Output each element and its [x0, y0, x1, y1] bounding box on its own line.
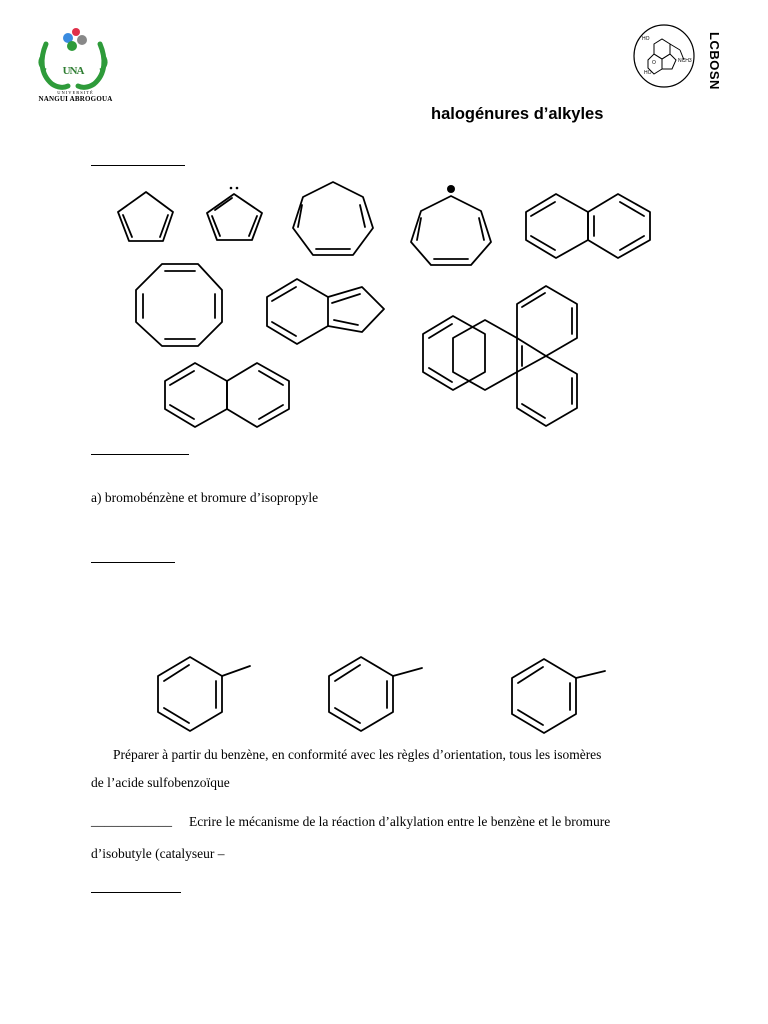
toluene-structure-3: [512, 659, 605, 733]
toluene-structure-2: [329, 657, 422, 731]
logo-letters: UNA: [62, 65, 84, 77]
question-item-a: a) bromobénzène et bromure d’isopropyle: [91, 490, 319, 505]
indene-structure: [267, 279, 384, 344]
logo-line1: UNIVERSITÉ: [57, 90, 94, 95]
dihydronaphthalene-structure: [165, 363, 289, 427]
question-alkylation-line1: Ecrire le mécanisme de la réaction d’alkylation entre le benzène et le bromure: [189, 814, 611, 829]
logo-line2: NANGUI ABROGOUA: [38, 95, 113, 103]
toluene-structure-1: [158, 657, 250, 731]
lab-logo-label: LCBOSN: [707, 32, 722, 90]
question-alkylation-blank: ____________: [91, 813, 172, 828]
naphthalene-structure: [526, 194, 650, 258]
question-alkylation-line2: d’isobutyle (catalyseur –: [91, 846, 225, 861]
question-sulfobenzoic-line2: de l’acide sulfobenzoïque: [91, 775, 230, 790]
page-title: halogénures d’alkyles: [431, 105, 604, 123]
lab-logo-o: O: [652, 60, 656, 66]
lab-logo-ho-top: HO: [642, 36, 650, 42]
triphenylene-structure: [423, 286, 577, 426]
cyclooctatetraene-structure: [136, 264, 222, 346]
lab-logo-ho-bottom: HO: [644, 70, 652, 76]
cycloheptatrienyl-anion-structure: [411, 185, 491, 265]
cyclopentadiene-carbene-structure: [207, 187, 262, 240]
cycloheptatriene-structure: [293, 182, 373, 255]
question-sulfobenzoic-line1: Préparer à partir du benzène, en conformité avec les règles d’orientation, tous les isomères: [113, 747, 602, 762]
cyclopentadiene-structure: [118, 192, 173, 241]
lab-logo-nch3: NCH3: [678, 58, 692, 64]
